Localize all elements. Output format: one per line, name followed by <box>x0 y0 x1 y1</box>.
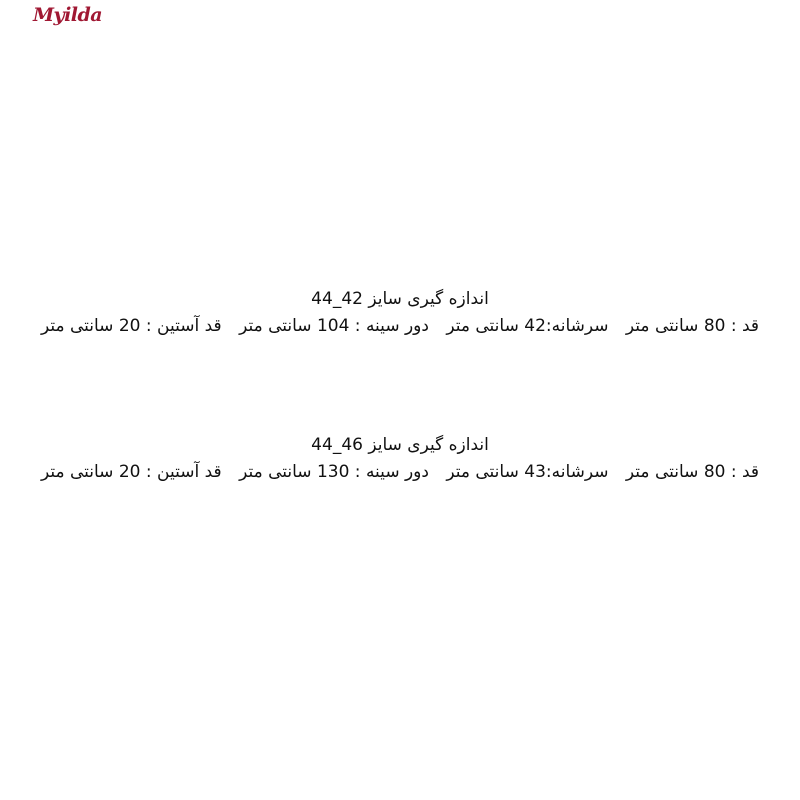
spec-length: قد : 80 سانتی متر <box>625 316 760 336</box>
size-specs <box>0 312 800 340</box>
spec-chest: دور سینه : 130 سانتی متر <box>239 462 429 482</box>
brand-logo: Myilda <box>33 4 103 26</box>
spec-sleeve-length: قد آستین : 20 سانتی متر <box>40 462 222 482</box>
size-block-42-44 <box>0 286 800 340</box>
spec-shoulder: سرشانه:42 سانتی متر <box>446 316 609 336</box>
spec-length: قد : 80 سانتی متر <box>625 462 760 482</box>
size-title: اندازه گیری سایز 46_44 <box>311 435 489 455</box>
size-block-46-44 <box>0 432 800 486</box>
size-title: اندازه گیری سایز 42_44 <box>311 289 489 309</box>
spec-sleeve-length: قد آستین : 20 سانتی متر <box>40 316 222 336</box>
size-specs <box>0 458 800 486</box>
spec-shoulder: سرشانه:43 سانتی متر <box>446 462 609 482</box>
spec-chest: دور سینه : 104 سانتی متر <box>239 316 429 336</box>
